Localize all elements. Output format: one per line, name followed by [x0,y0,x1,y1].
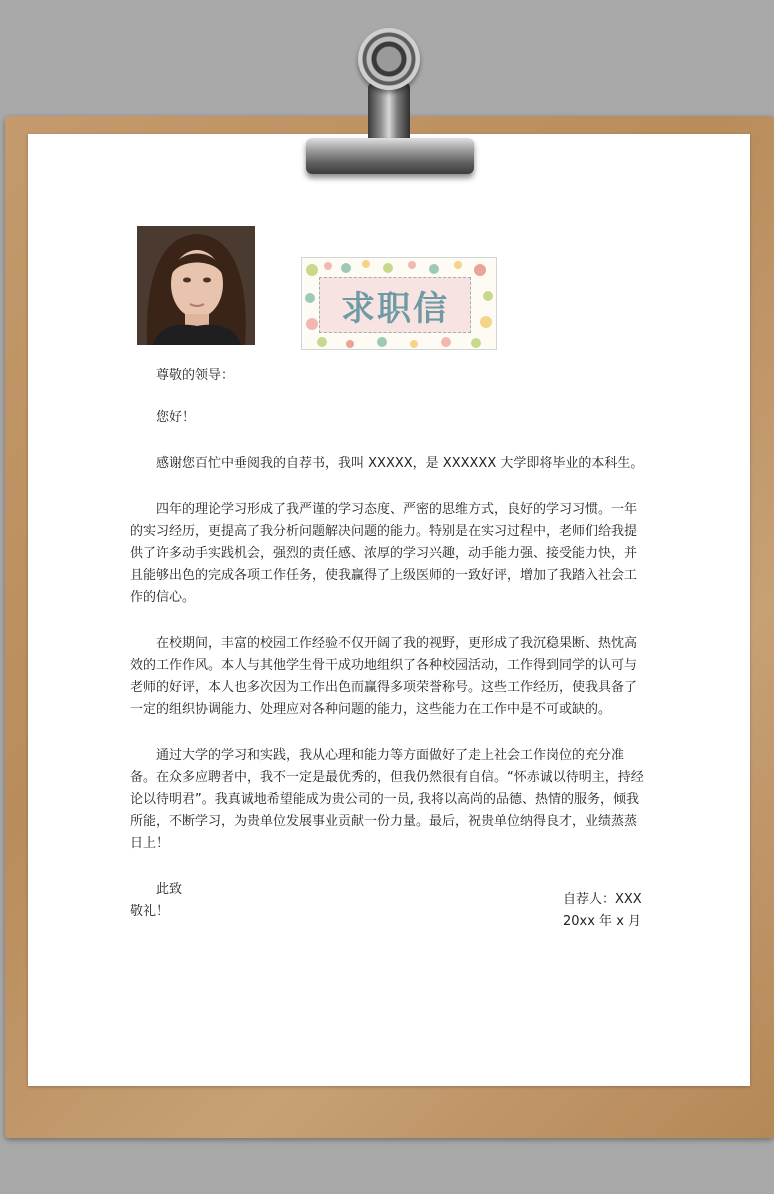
letter-date: 20xx 年 x 月 [563,914,642,929]
letter-title: 求职信 [341,288,449,329]
binder-clip-icon [306,138,474,174]
paragraph-conclusion: 通过大学的学习和实践，我从心理和能力等方面做好了走上社会工作岗位的充分准备。在众多应聘者中，我不一定是最优秀的，但我仍然很有自信。“怀赤诚以待明主，持经论以待明君”。我真诚地希望能成为贵公司的一员, 我将以高尚的品德、热情的服务，倾我所能，不断学习，为贵单位发展事业贡献一份力量。最后，祝贵单位纳得良才，业绩蒸蒸日上！ [130,748,644,851]
closing-line-1: 此致 [156,882,183,897]
clip-ring-icon [358,28,420,90]
applicant-photo [137,226,255,345]
paragraph-campus: 在校期间，丰富的校园工作经验不仅开阔了我的视野，更形成了我沉稳果断、热忱高效的工作作风。本人与其他学生骨干成功地组织了各种校园活动，工作得到同学的认可与老师的好评，本人也多次因为工作出色而赢得多项荣誉称号。这些工作经历，使我具备了一定的组织协调能力、处理应对各种问题的能力，这些能力在工作中是不可或缺的。 [130,636,638,717]
letter-body [130,365,644,923]
salutation: 尊敬的领导： [156,368,235,383]
signer-name: 自荐人：XXX [563,892,642,907]
closing-line-2: 敬礼！ [130,904,170,919]
clip-stem [368,82,410,144]
paragraph-intro: 感谢您百忙中垂阅我的自荐书，我叫 XXXXX，是 XXXXXX 大学即将毕业的本科生。 [156,456,644,471]
paragraph-study: 四年的理论学习形成了我严谨的学习态度、严密的思维方式，良好的学习习惯。一年的实习经历，更提高了我分析问题解决问题的能力。特别是在实习过程中，老师们给我提供了许多动手实践机会，强烈的责任感、浓厚的学习兴趣，动手能力强、接受能力快，并且能够出色的完成各项工作任务，使我赢得了上级医师的一致好评，增加了我踏入社会工作的信心。 [130,502,638,605]
title-banner [301,257,497,350]
signature-block [563,889,642,933]
title-frame [319,277,471,333]
greeting: 您好！ [156,410,196,425]
